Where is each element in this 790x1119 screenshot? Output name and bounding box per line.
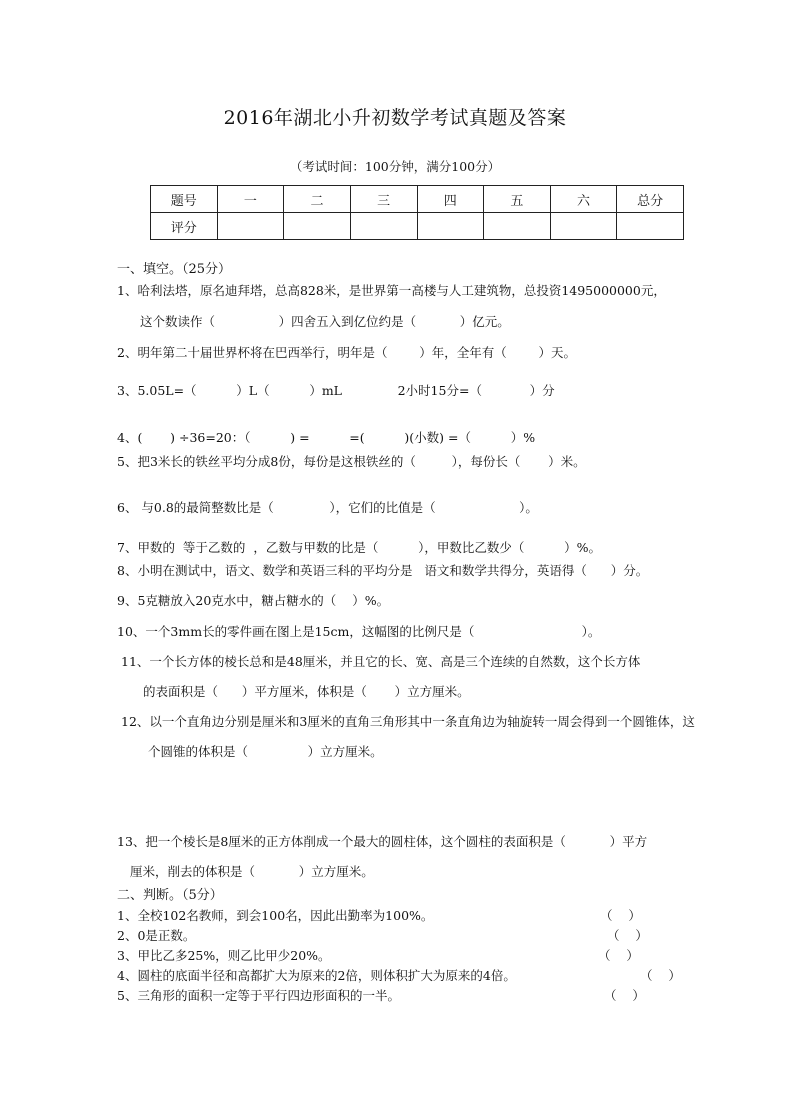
question-13-cont: 厘米，削去的体积是（ ）立方厘米。	[130, 864, 374, 879]
header-cell: 一	[217, 186, 284, 213]
question-10: 10、一个3mm长的零件画在图上是15cm，这幅图的比例尺是（ ）。	[117, 624, 601, 639]
section-heading-fill: 一、填空。（25分）	[117, 262, 232, 277]
question-11-cont: 的表面积是（ ）平方厘米，体积是（ ）立方厘米。	[143, 684, 470, 699]
score-cell	[350, 213, 417, 240]
section-heading-judge: 二、判断。（5分）	[117, 888, 223, 903]
question-5: 5、把3米长的铁丝平均分成8份，每份是这根铁丝的（ ），每份长（ ）米。	[117, 454, 586, 469]
header-cell: 三	[350, 186, 417, 213]
judge-item-4: 4、圆柱的底面半径和高都扩大为原来的2倍，则体积扩大为原来的4倍。	[117, 968, 516, 983]
judge-blank-4: （ ）	[640, 968, 681, 983]
judge-item-2: 2、0是正数。	[117, 928, 196, 943]
question-3: 3、5.05L=（ ）L（ ）mL 2小时15分=（ ）分	[117, 383, 555, 398]
question-9: 9、5克糖放入20克水中，糖占糖水的（ ）%。	[117, 593, 390, 608]
header-cell: 二	[284, 186, 351, 213]
question-1: 1、哈利法塔，原名迪拜塔，总高828米，是世界第一高楼与人工建筑物，总投资1495000000元，	[117, 283, 666, 298]
header-cell: 总分	[617, 186, 684, 213]
score-cell	[417, 213, 484, 240]
judge-blank-3: （ ）	[598, 948, 639, 963]
score-table	[150, 185, 684, 240]
question-7: 7、甲数的 等于乙数的 ，乙数与甲数的比是（ ），甲数比乙数少（ ）%。	[117, 540, 601, 555]
question-12-cont: 个圆锥的体积是（ ）立方厘米。	[148, 744, 383, 759]
judge-item-3: 3、甲比乙多25%，则乙比甲少20%。	[117, 948, 331, 963]
question-11: 11、一个长方体的棱长总和是48厘米，并且它的长、宽、高是三个连续的自然数，这个长方体	[121, 654, 641, 669]
judge-blank-5: （ ）	[604, 988, 645, 1003]
header-cell: 四	[417, 186, 484, 213]
header-cell: 六	[550, 186, 617, 213]
exam-info: （考试时间：100分钟，满分100分）	[289, 159, 501, 174]
score-cell	[484, 213, 551, 240]
question-2: 2、明年第二十届世界杯将在巴西举行，明年是（ ）年，全年有（ ）天。	[117, 345, 577, 360]
judge-blank-1: （ ）	[600, 908, 641, 923]
question-4: 4、( ) ÷36=20：（ ) = =( )(小数) =（ ）%	[117, 430, 536, 445]
question-1-cont: 这个数读作（ ）四舍五入到亿位约是（ ）亿元。	[140, 314, 510, 329]
score-cell	[217, 213, 284, 240]
row-label: 评分	[151, 213, 218, 240]
question-12: 12、以一个直角边分别是厘米和3厘米的直角三角形其中一条直角边为轴旋转一周会得到一个圆锥体，这	[121, 714, 695, 729]
page-title: 2016年湖北小升初数学考试真题及答案	[223, 107, 567, 129]
question-6: 6、 与0.8的最简整数比是（ ），它们的比值是（ ）。	[117, 500, 538, 515]
score-table-score-row	[151, 213, 684, 240]
score-cell	[617, 213, 684, 240]
score-table-header-row	[151, 186, 684, 213]
header-cell: 题号	[151, 186, 218, 213]
judge-item-1: 1、全校102名教师，到会100名，因此出勤率为100%。	[117, 908, 434, 923]
judge-item-5: 5、三角形的面积一定等于平行四边形面积的一半。	[117, 988, 400, 1003]
score-cell	[550, 213, 617, 240]
header-cell: 五	[484, 186, 551, 213]
question-8: 8、小明在测试中，语文、数学和英语三科的平均分是 语文和数学共得分，英语得（ ）分。	[117, 563, 649, 578]
score-cell	[284, 213, 351, 240]
judge-blank-2: （ ）	[607, 928, 648, 943]
question-13: 13、把一个棱长是8厘米的正方体削成一个最大的圆柱体，这个圆柱的表面积是（ ）平方	[117, 834, 648, 849]
